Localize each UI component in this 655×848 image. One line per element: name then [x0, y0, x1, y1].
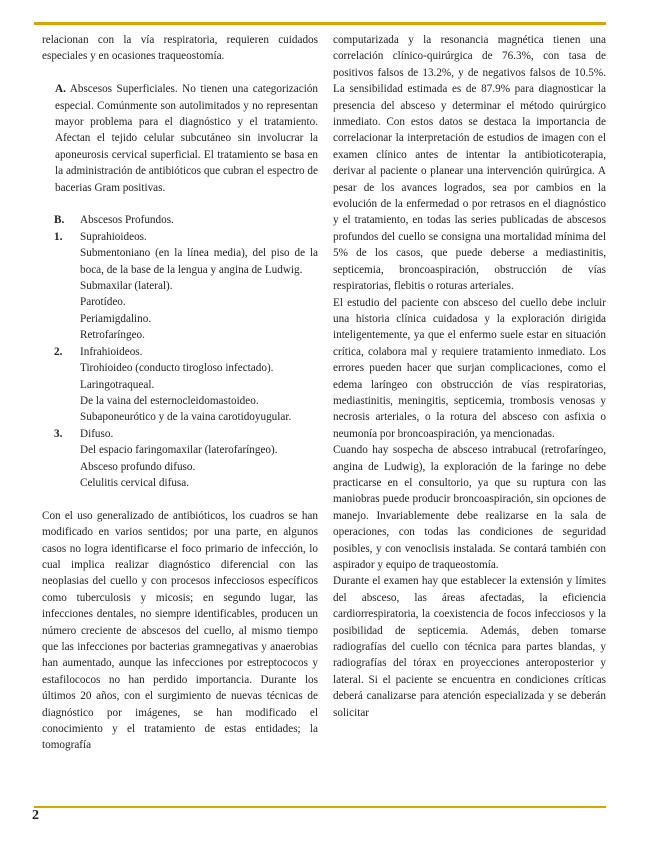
deep-abscess-list: [42, 212, 318, 491]
list-item-heading: [42, 229, 318, 245]
list-subitem: Celulitis cervical difusa.: [80, 476, 190, 489]
list-subitem: Retrofaríngeo.: [80, 329, 145, 342]
list-item-heading: [42, 344, 318, 360]
page-number: 2: [32, 808, 39, 823]
right-paragraph-2: El estudio del paciente con absceso del cuello debe incluir una historia clínica cuidadosa y la exploración dirigida inteligentemente, ya que el enfermo suele estar en situación crítica, colabora mal y requiere tratamiento inmediato. Los errores pueden hacer que surjan complicaciones, como el edema laríngeo con obstrucción de vías respiratorias, mediastinitis, meningitis, septicemia, trombosis venosas y necrosis arteriales, o la rotura del absceso con asfixia o neumonía por broncoaspiración, ya mencionadas.: [333, 296, 606, 440]
footer-rule: [34, 806, 606, 808]
list-subitem: Absceso profundo difuso.: [80, 460, 196, 473]
left-paragraph-final: Con el uso generalizado de antibióticos, los cuadros se han modificado en varios sentidos; por una parte, en algunos casos no logra identificarse el foco primario de infección, lo cual implica realizar diagnóstico diferencial con las neoplasias del cuello y con procesos infecciosos específicos como tuberculosis y micosis; en segundo lugar, las infecciones dentales, no siempre identificables, producen un número creciente de abscesos del cuello, al mismo tiempo que las infecciones por bacterias gramnegativas y anaerobias han aumentado, aunque las infecciones por estreptococos y estafilococos no han perdido importancia. Durante los últimos 20 años, con el surgimiento de nuevas técnicas de diagnóstico por imágenes, se han modificado el conocimiento y el tratamiento de estas entidades; la tomografía: [42, 509, 318, 752]
section-a-text: Abscesos Superficiales. No tienen una categorización especial. Comúnmente son autolimitados y no representan mayor problema para el diagnóstico y el tratamiento. Afectan el tejido celular subcutáneo sin involucrar la aponeurosis cervical superficial. El tratamiento se basa en la administración de antibióticos que cubran el espectro de bacerias Gram positivas.: [55, 83, 318, 194]
list-subitem: Submentoniano (en la línea media), del piso de la boca, de la base de la lengua y angina de Ludwig.: [80, 247, 318, 276]
section-b-heading: [42, 212, 318, 228]
list-number: 1.: [54, 230, 63, 243]
right-paragraph-4: Durante el examen hay que establecer la extensión y límites del absceso, las áreas afectadas, la eficiencia cardiorrespiratoria, la coexistencia de focos infecciosos y la posibilidad de septicemia. Además, deben tomarse radiografías del cuello con técnica para partes blandas, y radiografías del tórax en proyecciones anteroposterior y lateral. Si el paciente se encuentra en condiciones críticas deberá canalizarse para atención especializada y se deberán solicitar: [333, 575, 606, 719]
header-rule: [34, 22, 606, 25]
left-column: [42, 32, 318, 754]
list-subitem: Periamigdalino.: [80, 312, 152, 325]
left-paragraph-1: relacionan con la vía respiratoria, requieren cuidados especiales y en ocasiones traqueostomía.: [42, 34, 318, 63]
right-paragraph-3: Cuando hay sospecha de absceso intrabucal (retrofaríngeo, angina de Ludwig), la exploración de la faringe no debe practicarse en el consultorio, ya que su ruptura con las maniobras puede producir broncoaspiración, sin opciones de manejo. Invariablemente debe realizarse en la sala de operaciones, con todas las condiciones de seguridad posibles, y con venoclisis instalada. Se contará también con aspirador y equipo de traqueostomía.: [333, 444, 606, 571]
list-subitem: Tirohioideo (conducto tirogloso infectado).: [80, 362, 274, 375]
right-column: [333, 32, 606, 721]
list-title: Suprahioideos.: [80, 230, 147, 243]
list-number: 2.: [54, 345, 63, 358]
list-title: Difuso.: [80, 427, 114, 440]
list-subitem: Parotídeo.: [80, 296, 126, 309]
list-subitem: De la vaina del esternocleidomastoideo.: [80, 394, 259, 407]
list-title: Infrahioideos.: [80, 345, 143, 358]
section-a-paragraph: [42, 81, 318, 196]
section-b-label: B.: [54, 214, 65, 227]
section-a-label: A.: [55, 83, 66, 96]
list-subitem: Subaponeurótico y de la vaina carotidoyugular.: [80, 411, 292, 424]
list-subitem: Submaxilar (lateral).: [80, 280, 173, 293]
right-paragraph-1: computarizada y la resonancia magnética tienen una correlación clínico-quirúrgica de 76.3%, con tasa de positivos falsos de 13.2%, y de negativos falsos de 10.5%. La sensibilidad estimada es de 87.9% para diagnosticar la presencia del absceso y determinar el método quirúrgico inmediato. Con estos datos se destaca la importancia de correlacionar la interpretación de estudios de imagen con el examen clínico antes de intentar la antibioticoterapia, derivar al paciente o planear una intervención quirúrgica. A pesar de los avances logrados, sea por cambios en la evolución de la enfermedad o por retrasos en el diagnóstico y el tratamiento, en todas las series publicadas de abscesos profundos del cuello se consigna una mortalidad mínima del 5% de los casos, que puede deberse a mediastinitis, septicemia, broncoaspiración, obstrucción de vías respiratorias, flebitis o roturas arteriales.: [333, 34, 606, 293]
section-b-text: Abscesos Profundos.: [80, 214, 174, 227]
list-item-heading: [42, 426, 318, 442]
list-subitem: Del espacio faringomaxilar (laterofaríngeo).: [80, 444, 278, 457]
list-number: 3.: [54, 427, 63, 440]
list-subitem: Laringotraqueal.: [80, 378, 155, 391]
